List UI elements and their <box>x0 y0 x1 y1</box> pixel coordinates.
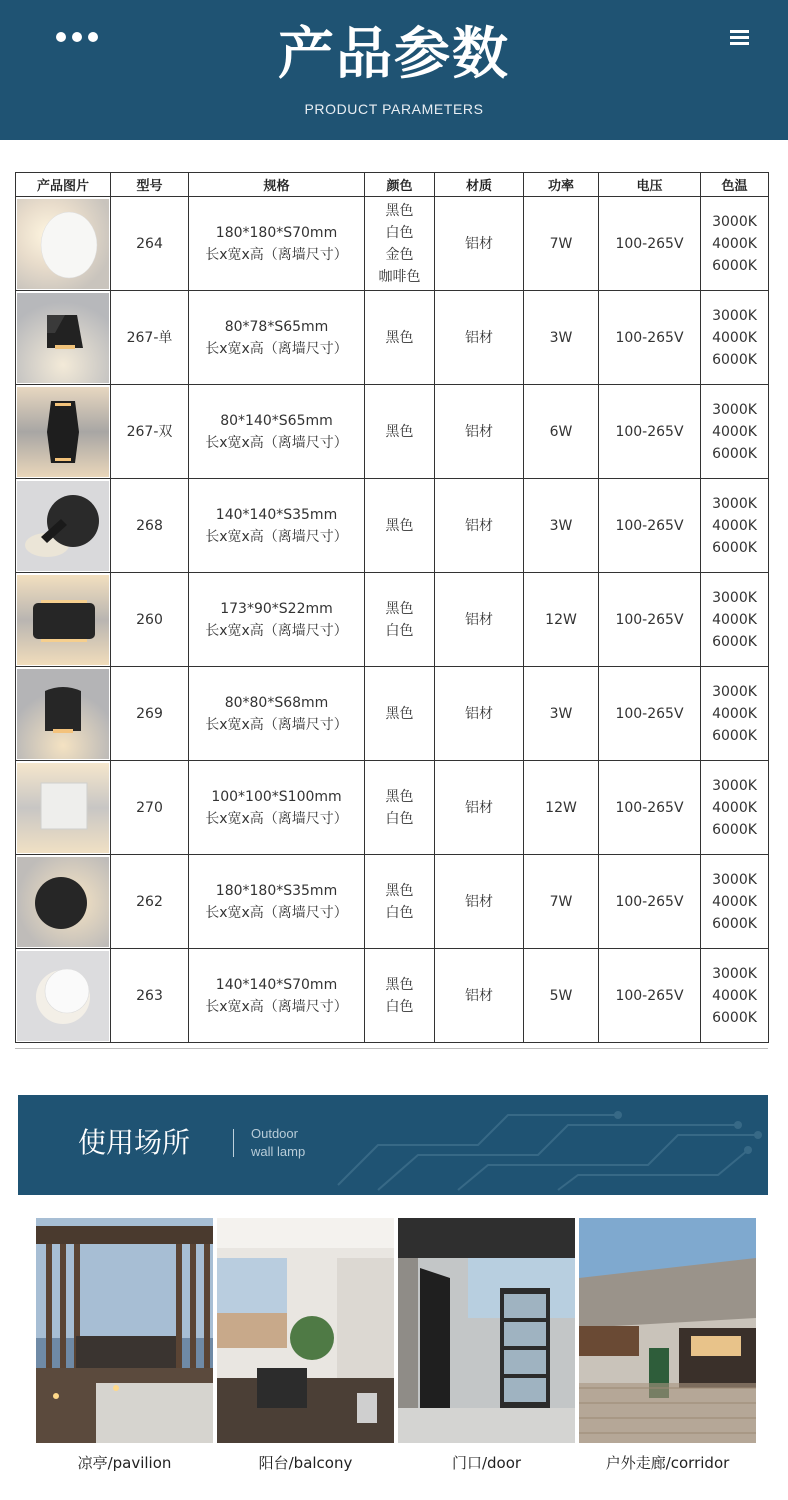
voltage-cell: 100-265V <box>599 667 701 761</box>
spec-cell <box>189 573 365 667</box>
color-option: 白色 <box>385 904 414 921</box>
model-cell: 264 <box>111 197 189 291</box>
spec-note: 长x宽x高（离墙尺寸） <box>205 246 348 263</box>
spec-size: 180*180*S35mm <box>215 882 338 899</box>
product-image-cell <box>16 855 111 949</box>
color-temp-value: 6000K <box>712 821 757 838</box>
color-cell <box>365 291 435 385</box>
color-option: 黑色 <box>385 600 414 617</box>
model-cell: 269 <box>111 667 189 761</box>
color-temp-value: 4000K <box>712 517 757 534</box>
header-cell-model: 型号 <box>111 173 189 197</box>
voltage-cell: 100-265V <box>599 761 701 855</box>
usage-divider <box>233 1129 234 1157</box>
color-temp-value: 6000K <box>712 1009 757 1026</box>
scene-photo-door <box>398 1218 575 1443</box>
product-image-cell <box>16 949 111 1043</box>
spec-size: 100*100*S100mm <box>211 788 342 805</box>
page-subtitle: PRODUCT PARAMETERS <box>304 101 484 117</box>
color-temp-cell <box>701 479 769 573</box>
power-cell: 12W <box>524 573 599 667</box>
color-option: 黑色 <box>385 882 414 899</box>
material-cell: 铝材 <box>435 479 524 573</box>
color-cell <box>365 385 435 479</box>
spec-cell <box>189 761 365 855</box>
color-cell <box>365 573 435 667</box>
spec-cell <box>189 197 365 291</box>
color-temp-value: 4000K <box>712 893 757 910</box>
header-cell-color: 颜色 <box>365 173 435 197</box>
table-row <box>16 385 769 479</box>
scene-photo-pavilion <box>36 1218 213 1443</box>
color-option: 黑色 <box>385 329 414 346</box>
scene-photo-balcony <box>217 1218 394 1443</box>
table-bottom-divider <box>15 1048 768 1049</box>
circuit-pattern-icon <box>318 1095 768 1195</box>
color-temp-value: 4000K <box>712 235 757 252</box>
color-cell <box>365 667 435 761</box>
material-cell: 铝材 <box>435 573 524 667</box>
spec-note: 长x宽x高（离墙尺寸） <box>205 716 348 733</box>
spec-cell <box>189 385 365 479</box>
voltage-cell: 100-265V <box>599 479 701 573</box>
material-cell: 铝材 <box>435 385 524 479</box>
spec-cell <box>189 667 365 761</box>
model-cell: 260 <box>111 573 189 667</box>
power-cell: 7W <box>524 197 599 291</box>
color-temp-value: 4000K <box>712 987 757 1004</box>
color-option: 金色 <box>385 246 414 263</box>
product-photo-268 <box>17 481 109 571</box>
voltage-cell: 100-265V <box>599 291 701 385</box>
product-photo-263 <box>17 951 109 1041</box>
product-image-cell <box>16 761 111 855</box>
spec-note: 长x宽x高（离墙尺寸） <box>205 528 348 545</box>
color-temp-value: 4000K <box>712 799 757 816</box>
color-temp-value: 3000K <box>712 871 757 888</box>
voltage-cell: 100-265V <box>599 949 701 1043</box>
model-cell: 268 <box>111 479 189 573</box>
power-cell: 5W <box>524 949 599 1043</box>
scene-caption-corridor: 户外走廊/corridor <box>605 1454 730 1472</box>
color-option: 黑色 <box>385 423 414 440</box>
table-header-row <box>16 173 769 197</box>
voltage-cell: 100-265V <box>599 855 701 949</box>
scene-photo-corridor <box>579 1218 756 1443</box>
color-temp-value: 4000K <box>712 423 757 440</box>
color-temp-value: 6000K <box>712 539 757 556</box>
color-temp-value: 6000K <box>712 257 757 274</box>
color-option: 黑色 <box>385 976 414 993</box>
spec-note: 长x宽x高（离墙尺寸） <box>205 998 348 1015</box>
power-cell: 3W <box>524 667 599 761</box>
model-cell: 263 <box>111 949 189 1043</box>
table-row <box>16 573 769 667</box>
color-option: 黑色 <box>385 202 414 219</box>
spec-note: 长x宽x高（离墙尺寸） <box>205 810 348 827</box>
spec-cell <box>189 479 365 573</box>
product-photo-267-single <box>17 293 109 383</box>
spec-note: 长x宽x高（离墙尺寸） <box>205 340 348 357</box>
color-cell <box>365 479 435 573</box>
spec-size: 80*80*S68mm <box>224 694 329 711</box>
color-temp-value: 3000K <box>712 965 757 982</box>
color-temp-value: 4000K <box>712 329 757 346</box>
color-temp-value: 6000K <box>712 445 757 462</box>
product-image-cell <box>16 291 111 385</box>
model-cell: 270 <box>111 761 189 855</box>
color-cell <box>365 855 435 949</box>
color-temp-value: 3000K <box>712 213 757 230</box>
product-parameters-table <box>15 172 769 1043</box>
color-temp-cell <box>701 291 769 385</box>
material-cell: 铝材 <box>435 761 524 855</box>
product-image-cell <box>16 573 111 667</box>
spec-size: 80*78*S65mm <box>224 318 329 335</box>
material-cell: 铝材 <box>435 291 524 385</box>
power-cell: 3W <box>524 479 599 573</box>
power-cell: 12W <box>524 761 599 855</box>
model-cell: 267-双 <box>111 385 189 479</box>
usage-title: 使用场所 <box>78 1126 191 1159</box>
header-cell-material: 材质 <box>435 173 524 197</box>
header-cell-spec: 规格 <box>189 173 365 197</box>
spec-cell <box>189 291 365 385</box>
color-option: 白色 <box>385 622 414 639</box>
material-cell: 铝材 <box>435 949 524 1043</box>
header-cell-image: 产品图片 <box>16 173 111 197</box>
voltage-cell: 100-265V <box>599 385 701 479</box>
product-image-cell <box>16 385 111 479</box>
spec-size: 80*140*S65mm <box>220 412 333 429</box>
usage-subtitle-line1: Outdoor <box>251 1126 298 1141</box>
color-option: 白色 <box>385 224 414 241</box>
voltage-cell: 100-265V <box>599 197 701 291</box>
color-temp-cell <box>701 385 769 479</box>
product-image-cell <box>16 479 111 573</box>
scene-caption-door: 门口/door <box>451 1454 522 1472</box>
color-cell <box>365 761 435 855</box>
color-option: 黑色 <box>385 517 414 534</box>
spec-size: 180*180*S70mm <box>215 224 338 241</box>
spec-size: 140*140*S70mm <box>215 976 338 993</box>
power-cell: 3W <box>524 291 599 385</box>
product-photo-262 <box>17 857 109 947</box>
color-temp-value: 6000K <box>712 351 757 368</box>
page-header <box>0 0 788 140</box>
color-cell <box>365 197 435 291</box>
material-cell: 铝材 <box>435 855 524 949</box>
table-row <box>16 197 769 291</box>
color-option: 咖啡色 <box>378 268 421 285</box>
color-temp-value: 6000K <box>712 727 757 744</box>
spec-note: 长x宽x高（离墙尺寸） <box>205 434 348 451</box>
header-cell-color-temp: 色温 <box>701 173 769 197</box>
spec-note: 长x宽x高（离墙尺寸） <box>205 622 348 639</box>
hamburger-icon[interactable] <box>730 28 750 46</box>
color-cell <box>365 949 435 1043</box>
table-row <box>16 761 769 855</box>
usage-subtitle-line2: wall lamp <box>251 1144 306 1159</box>
color-option: 黑色 <box>385 788 414 805</box>
color-temp-value: 3000K <box>712 777 757 794</box>
product-photo-270 <box>17 763 109 853</box>
color-temp-value: 3000K <box>712 495 757 512</box>
material-cell: 铝材 <box>435 667 524 761</box>
color-temp-value: 4000K <box>712 705 757 722</box>
spec-size: 173*90*S22mm <box>220 600 333 617</box>
scene-caption-balcony: 阳台/balcony <box>258 1454 353 1472</box>
spec-note: 长x宽x高（离墙尺寸） <box>205 904 348 921</box>
header-cell-voltage: 电压 <box>599 173 701 197</box>
product-image-cell <box>16 667 111 761</box>
spec-cell <box>189 855 365 949</box>
color-temp-cell <box>701 573 769 667</box>
power-cell: 7W <box>524 855 599 949</box>
color-temp-value: 3000K <box>712 401 757 418</box>
header-cell-power: 功率 <box>524 173 599 197</box>
color-temp-value: 3000K <box>712 589 757 606</box>
model-cell: 262 <box>111 855 189 949</box>
color-option: 白色 <box>385 998 414 1015</box>
material-cell: 铝材 <box>435 197 524 291</box>
table-row <box>16 855 769 949</box>
spec-cell <box>189 949 365 1043</box>
color-temp-value: 4000K <box>712 611 757 628</box>
color-temp-cell <box>701 197 769 291</box>
color-temp-value: 3000K <box>712 307 757 324</box>
product-photo-260 <box>17 575 109 665</box>
product-photo-267-double <box>17 387 109 477</box>
product-image-cell <box>16 197 111 291</box>
scene-caption-pavilion: 凉亭/pavilion <box>77 1454 172 1472</box>
model-cell: 267-单 <box>111 291 189 385</box>
table-row <box>16 949 769 1043</box>
color-temp-cell <box>701 667 769 761</box>
color-temp-value: 6000K <box>712 915 757 932</box>
color-temp-cell <box>701 761 769 855</box>
page-title: 产品参数 <box>278 22 510 87</box>
table-row <box>16 667 769 761</box>
usage-banner <box>18 1095 768 1195</box>
table-row <box>16 479 769 573</box>
voltage-cell: 100-265V <box>599 573 701 667</box>
color-option: 白色 <box>385 810 414 827</box>
power-cell: 6W <box>524 385 599 479</box>
table-row <box>16 291 769 385</box>
product-photo-269 <box>17 669 109 759</box>
spec-size: 140*140*S35mm <box>215 506 338 523</box>
color-temp-value: 6000K <box>712 633 757 650</box>
color-option: 黑色 <box>385 705 414 722</box>
color-temp-value: 3000K <box>712 683 757 700</box>
color-temp-cell <box>701 949 769 1043</box>
product-photo-264 <box>17 199 109 289</box>
color-temp-cell <box>701 855 769 949</box>
